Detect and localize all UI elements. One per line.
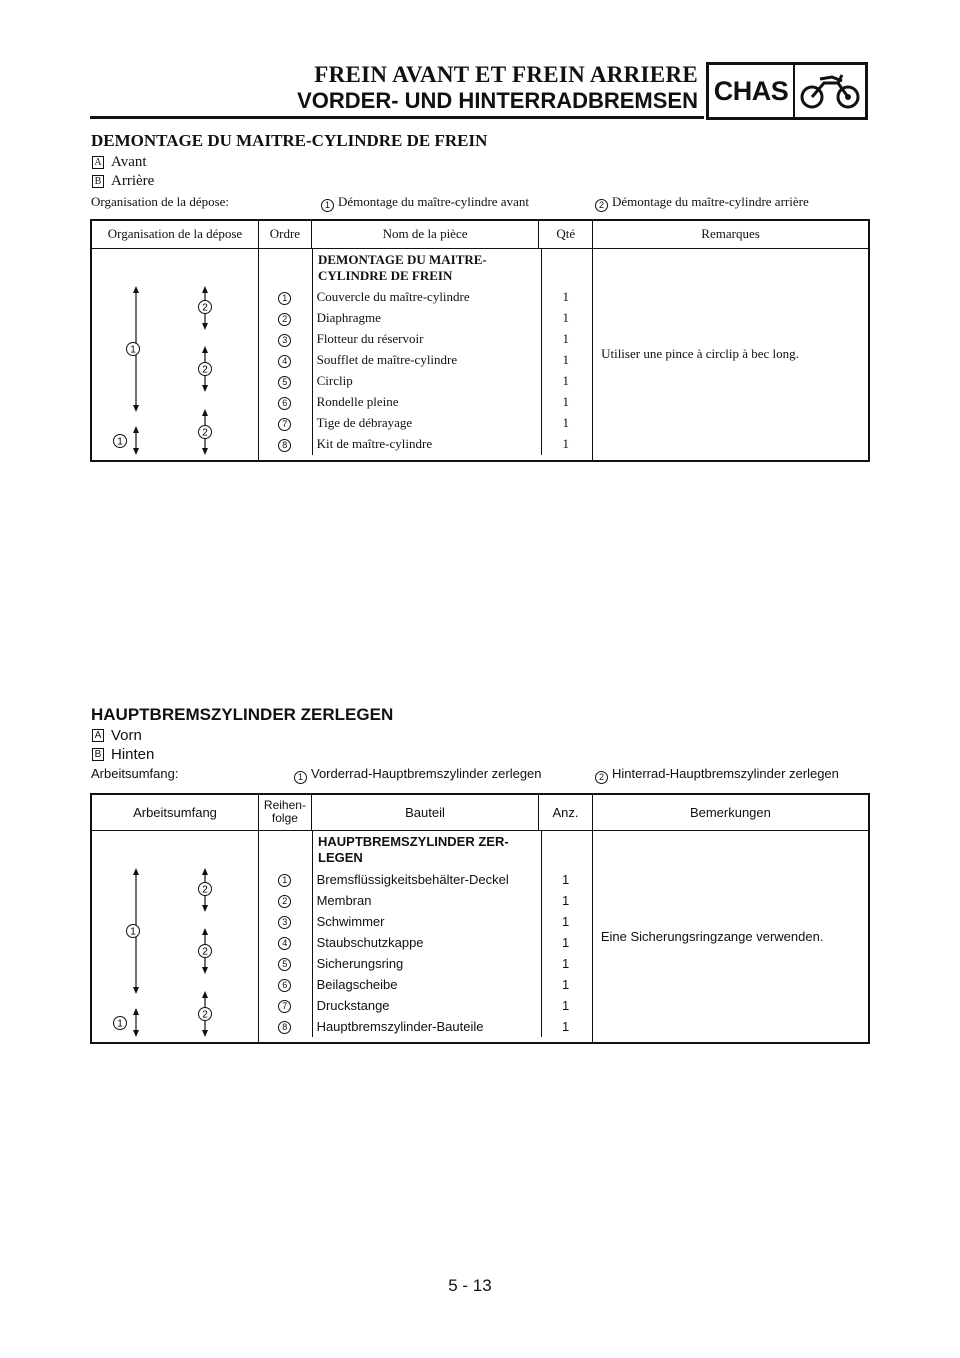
fr-row-1 bbox=[259, 287, 592, 308]
fr-row-8-part: Kit de maître-cylindre bbox=[316, 436, 433, 451]
fr-legend-b bbox=[92, 173, 154, 190]
fr-org-text-2: Démontage du maître-cylindre arrière bbox=[612, 194, 809, 209]
fr-org-text-1: Démontage du maître-cylindre avant bbox=[338, 194, 529, 209]
de-org-label: Arbeitsumfang: bbox=[91, 766, 179, 781]
de-row-8-order: 8 bbox=[278, 1021, 291, 1034]
fr-row-6-order: 6 bbox=[278, 397, 291, 410]
fr-row-5-qty: 1 bbox=[562, 373, 570, 388]
de-procedure-table bbox=[90, 793, 870, 1044]
fr-row-8-order: 8 bbox=[278, 439, 291, 452]
svg-text:2: 2 bbox=[202, 884, 208, 895]
fr-rows-cell bbox=[259, 248, 593, 461]
de-row-5 bbox=[259, 953, 592, 974]
fr-row-3-order: 3 bbox=[278, 334, 291, 347]
header-title-de: VORDER- UND HINTERRADBREMSEN bbox=[297, 88, 698, 113]
de-legend-b bbox=[92, 746, 154, 763]
de-row-2-order: 2 bbox=[278, 895, 291, 908]
de-row-8-part: Hauptbremszylinder-Bauteile bbox=[316, 1018, 484, 1034]
fr-row-2-qty: 1 bbox=[562, 310, 570, 325]
de-flow-diagram bbox=[91, 830, 259, 1043]
fr-row-4 bbox=[259, 350, 592, 371]
de-col-arbeitsumfang: Arbeitsumfang bbox=[91, 794, 259, 830]
de-legend-a bbox=[92, 727, 142, 744]
de-row-2-part: Membran bbox=[316, 892, 372, 908]
fr-org-num-1: 1 bbox=[321, 199, 334, 212]
de-row-1 bbox=[259, 869, 592, 890]
fr-col-ordre: Ordre bbox=[259, 220, 312, 248]
fr-legend-b-text: Arrière bbox=[111, 173, 155, 189]
de-row-6-part: Beilagscheibe bbox=[316, 976, 398, 992]
de-org-text-2: Hinterrad-Hauptbremszylinder zerlegen bbox=[612, 766, 839, 781]
fr-row-7 bbox=[259, 413, 592, 434]
svg-text:2: 2 bbox=[202, 1009, 208, 1020]
fr-row-4-part: Soufflet de maître-cylindre bbox=[316, 352, 458, 367]
fr-row-5-order: 5 bbox=[278, 376, 291, 389]
fr-col-organisation: Organisation de la dépose bbox=[91, 220, 259, 248]
de-legend-a-text: Vorn bbox=[111, 727, 142, 744]
de-row-7-qty: 1 bbox=[561, 997, 570, 1013]
de-row-6-qty: 1 bbox=[561, 976, 570, 992]
fr-row-6-part: Rondelle pleine bbox=[316, 394, 399, 409]
svg-text:2: 2 bbox=[202, 946, 208, 957]
de-rows-cell bbox=[259, 830, 593, 1043]
fr-col-qte: Qté bbox=[539, 220, 593, 248]
de-col-bemerkungen: Bemerkungen bbox=[592, 794, 869, 830]
fr-row-6-qty: 1 bbox=[562, 394, 570, 409]
fr-remark: Utiliser une pince à circlip à bec long. bbox=[593, 248, 869, 461]
de-row-7-order: 7 bbox=[278, 1000, 291, 1013]
svg-text:1: 1 bbox=[130, 926, 136, 937]
header-title-fr: FREIN AVANT ET FREIN ARRIERE bbox=[314, 62, 698, 87]
fr-row-7-order: 7 bbox=[278, 418, 291, 431]
de-row-2-qty: 1 bbox=[561, 892, 570, 908]
fr-row-1-qty: 1 bbox=[562, 289, 570, 304]
fr-procedure-table bbox=[90, 219, 870, 462]
de-row-3-part: Schwimmer bbox=[316, 913, 385, 929]
de-row-7 bbox=[259, 995, 592, 1016]
svg-text:2: 2 bbox=[202, 364, 208, 375]
de-org-num-1: 1 bbox=[294, 771, 307, 784]
de-row-4-qty: 1 bbox=[561, 934, 570, 950]
de-row-5-part: Sicherungsring bbox=[316, 955, 404, 971]
fr-col-nom: Nom de la pièce bbox=[311, 220, 539, 248]
fr-legend-a bbox=[92, 154, 147, 171]
de-row-7-part: Druckstange bbox=[316, 997, 390, 1013]
de-remark: Eine Sicherungsringzange verwenden. bbox=[592, 830, 869, 1043]
de-col-reihenfolge: Reihen-folge bbox=[259, 794, 312, 830]
svg-text:1: 1 bbox=[117, 436, 123, 447]
de-row-4-part: Staubschutzkappe bbox=[316, 934, 424, 950]
de-row-3-qty: 1 bbox=[561, 913, 570, 929]
de-org-text-1: Vorderrad-Hauptbremszylinder zerlegen bbox=[311, 766, 542, 781]
fr-row-2 bbox=[259, 308, 592, 329]
de-row-4 bbox=[259, 932, 592, 953]
fr-row-2-order: 2 bbox=[278, 313, 291, 326]
de-row-3 bbox=[259, 911, 592, 932]
de-row-1-part: Bremsflüssigkeitsbehälter-Deckel bbox=[316, 871, 509, 887]
fr-legend-a-mark: A bbox=[92, 156, 104, 169]
de-org-num-2: 2 bbox=[595, 771, 608, 784]
fr-row-3 bbox=[259, 329, 592, 350]
fr-heading-row: DEMONTAGE DU MAITRE-CYLINDRE DE FREIN bbox=[318, 251, 487, 283]
fr-row-5 bbox=[259, 371, 592, 392]
de-row-8 bbox=[259, 1016, 592, 1037]
fr-org-num-2: 2 bbox=[595, 199, 608, 212]
fr-org-line bbox=[91, 194, 871, 210]
fr-row-3-part: Flotteur du réservoir bbox=[316, 331, 424, 346]
fr-row-4-qty: 1 bbox=[562, 352, 570, 367]
fr-row-6 bbox=[259, 392, 592, 413]
de-legend-b-text: Hinten bbox=[111, 746, 155, 763]
de-heading-row: HAUPTBREMSZYLINDER ZER-LEGEN bbox=[318, 833, 509, 865]
svg-text:2: 2 bbox=[202, 427, 208, 438]
motorcycle-icon bbox=[795, 65, 865, 117]
fr-col-remarques: Remarques bbox=[593, 220, 869, 248]
fr-row-8 bbox=[259, 434, 592, 455]
fr-org-label: Organisation de la dépose: bbox=[91, 194, 230, 209]
fr-row-4-order: 4 bbox=[278, 355, 291, 368]
svg-text:2: 2 bbox=[202, 302, 208, 313]
fr-row-3-qty: 1 bbox=[562, 331, 570, 346]
de-row-5-order: 5 bbox=[278, 958, 291, 971]
fr-row-8-qty: 1 bbox=[562, 436, 570, 451]
fr-flow-diagram bbox=[91, 248, 259, 461]
de-row-5-qty: 1 bbox=[561, 955, 570, 971]
fr-row-1-order: 1 bbox=[278, 292, 291, 305]
de-row-4-order: 4 bbox=[278, 937, 291, 950]
de-col-anz: Anz. bbox=[539, 794, 593, 830]
fr-row-7-qty: 1 bbox=[562, 415, 570, 430]
de-row-8-qty: 1 bbox=[561, 1018, 570, 1034]
fr-row-5-part: Circlip bbox=[316, 373, 353, 388]
de-row-2 bbox=[259, 890, 592, 911]
de-org-line bbox=[91, 766, 871, 781]
de-col-bauteil: Bauteil bbox=[311, 794, 538, 830]
chas-label: CHAS bbox=[709, 65, 795, 117]
fr-row-2-part: Diaphragme bbox=[316, 310, 381, 325]
de-row-1-order: 1 bbox=[278, 874, 291, 887]
de-row-6 bbox=[259, 974, 592, 995]
fr-legend-b-mark: B bbox=[92, 175, 104, 188]
fr-row-1-part: Couvercle du maître-cylindre bbox=[316, 289, 470, 304]
fr-section-title: DEMONTAGE DU MAITRE-CYLINDRE DE FREIN bbox=[91, 131, 488, 150]
de-section-title: HAUPTBREMSZYLINDER ZERLEGEN bbox=[91, 705, 394, 724]
de-legend-b-mark: B bbox=[92, 748, 104, 761]
header-rule bbox=[90, 116, 704, 119]
svg-text:1: 1 bbox=[117, 1018, 123, 1029]
fr-legend-a-text: Avant bbox=[111, 154, 147, 170]
fr-row-7-part: Tige de débrayage bbox=[316, 415, 413, 430]
de-legend-a-mark: A bbox=[92, 729, 104, 742]
page-number: 5 - 13 bbox=[448, 1276, 492, 1295]
de-row-1-qty: 1 bbox=[561, 871, 570, 887]
de-row-3-order: 3 bbox=[278, 916, 291, 929]
de-row-6-order: 6 bbox=[278, 979, 291, 992]
chas-badge bbox=[706, 62, 868, 120]
svg-text:1: 1 bbox=[130, 344, 136, 355]
